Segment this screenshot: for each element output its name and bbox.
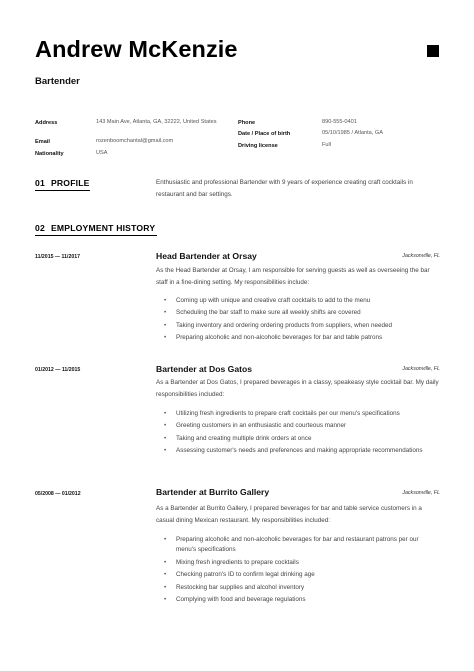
job-responsibilities [164, 535, 440, 608]
job-dates: 05/2008 — 01/2012 [35, 491, 81, 497]
list-item: • Mixing fresh ingredients to prepare cocktails [164, 558, 440, 568]
list-item: • Utilizing fresh ingredients to prepare craft cocktails per our menu's specifications [164, 409, 440, 419]
address-label: Address [35, 120, 58, 126]
square-mark-icon [427, 45, 439, 57]
employment-number: 02 [35, 223, 45, 233]
email-label: Email [35, 139, 50, 145]
list-item: • Preparing alcoholic and non-alcoholic beverages for bar and table patrons [164, 333, 440, 343]
employment-heading-rule [35, 235, 157, 236]
job-location: Jacksonville, FL [402, 490, 440, 496]
list-item: • Checking patron's ID to confirm legal drinking age [164, 570, 440, 580]
candidate-job-title: Bartender [35, 76, 80, 87]
candidate-name: Andrew McKenzie [35, 36, 238, 62]
dob-value: 05/10/1985 / Atlanta, GA [322, 130, 383, 136]
job-dates: 01/2012 — 11/2015 [35, 367, 81, 373]
license-label: Driving license [238, 143, 278, 149]
list-item: • Preparing alcoholic and non-alcoholic beverages for bar and restaurant patrons per our menu's specifications [164, 535, 440, 556]
list-item: • Coming up with unique and creative craft cocktails to add to the menu [164, 296, 440, 306]
profile-text: Enthusiastic and professional Bartender with 9 years of experience creating craft cocktails in restaurant and bar settings. [156, 179, 413, 199]
list-item: • Scheduling the bar staff to make sure all weekly shifts are covered [164, 308, 440, 318]
list-item: • Taking and creating multiple drink orders at once [164, 434, 440, 444]
job-description: As the Head Bartender at Orsay, I am responsible for serving guests as well as overseeing the bar staff in a fine-dining setting. My responsibilities include: [156, 267, 430, 287]
job-title: Bartender at Dos Gatos [156, 364, 252, 374]
license-value: Full [322, 142, 332, 148]
profile-number: 01 [35, 178, 45, 188]
list-item: • Assessing customer's needs and preferences and making appropriate recommendations [164, 446, 440, 456]
phone-value: 890-555-0401 [322, 119, 357, 125]
employment-title: EMPLOYMENT HISTORY [50, 223, 156, 233]
job-title: Bartender at Burrito Gallery [156, 487, 270, 497]
job-location: Jacksonville, FL [402, 253, 440, 259]
list-item: • Greeting customers in an enthusiastic and courteous manner [164, 421, 440, 431]
job-responsibilities [164, 409, 440, 459]
profile-title: PROFILE [50, 178, 90, 188]
nationality-value: USA [96, 150, 108, 156]
job-description: As a Bartender at Dos Gatos, I prepared beverages in a classy, speakeasy style cocktail bar. My daily responsibilities included: [156, 379, 439, 399]
nationality-label: Nationality [35, 151, 64, 157]
job-location: Jacksonville, FL [402, 366, 440, 372]
job-description: As a Bartender at Burrito Gallery, I prepared beverages for bar and table service customers in a casual dining Mexican restaurant. My responsibilities included: [156, 505, 422, 525]
phone-label: Phone [238, 120, 256, 126]
list-item: • Taking inventory and ordering ordering products from suppliers, when needed [164, 321, 440, 331]
job-responsibilities [164, 296, 440, 346]
profile-heading-rule [35, 190, 90, 191]
profile-heading [35, 178, 90, 188]
job-title: Head Bartender at Orsay [156, 251, 257, 261]
list-item: • Restocking bar supplies and alcohol inventory [164, 583, 440, 593]
job-dates: 11/2015 — 11/2017 [35, 254, 80, 260]
address-value: 143 Main Ave, Atlanta, GA, 32222, United States [96, 119, 217, 125]
email-value[interactable]: rozenboomchantal@gmail.com [96, 138, 174, 144]
list-item: • Complying with food and beverage regulations [164, 595, 440, 605]
dob-label: Date / Place of birth [238, 131, 291, 137]
employment-heading [35, 223, 155, 233]
